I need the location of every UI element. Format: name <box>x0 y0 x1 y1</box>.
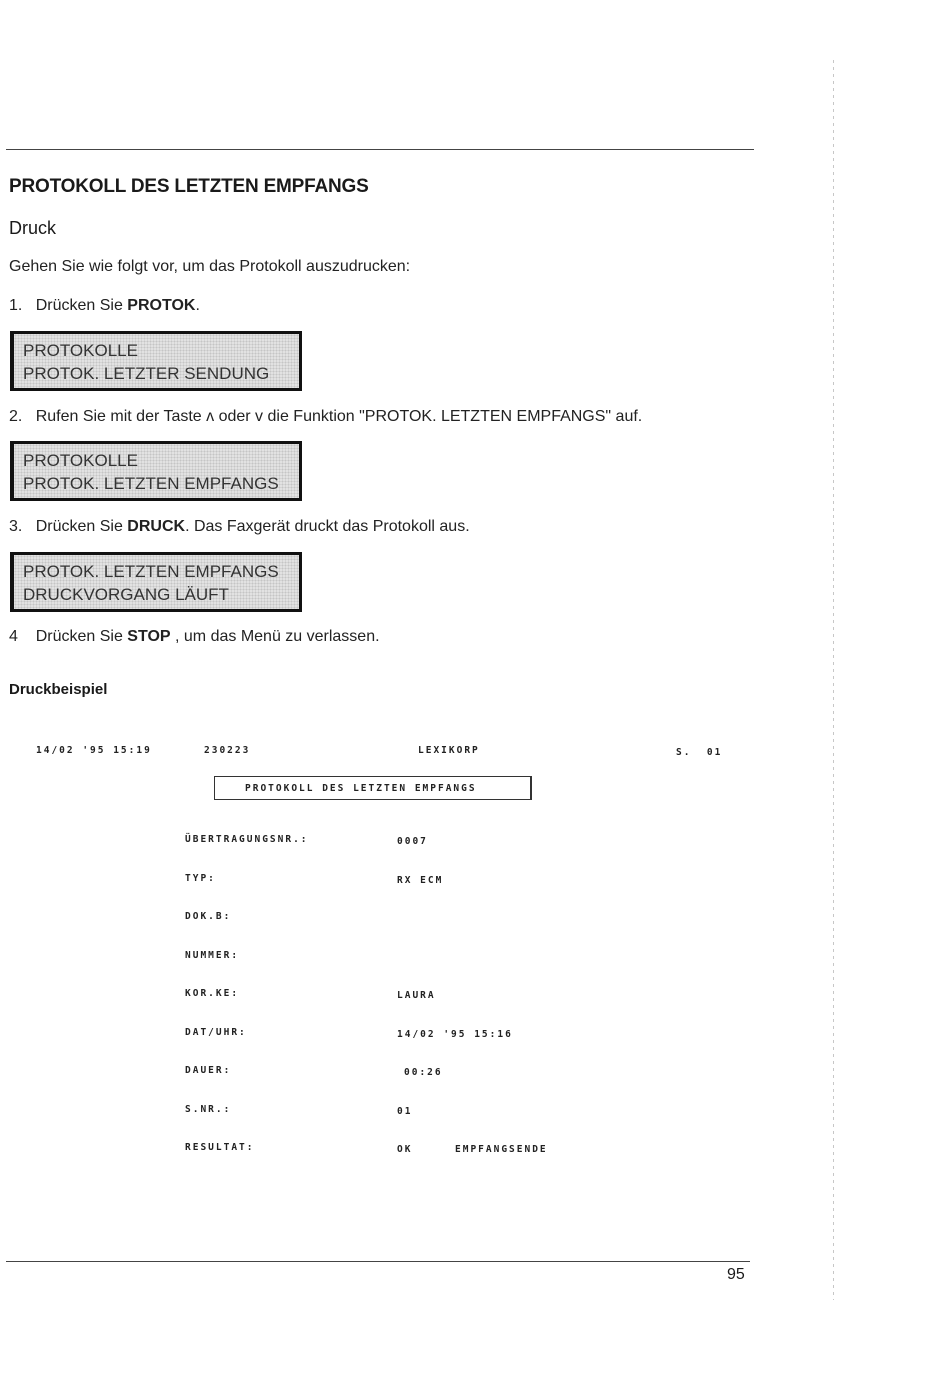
step-key: PROTOK <box>127 297 196 314</box>
lcd-display-3 <box>10 552 302 612</box>
lcd-line-2: PROTOK. LETZTER SENDUNG <box>23 364 270 383</box>
example-heading: Druckbeispiel <box>9 681 108 698</box>
fax-header-datetime: 14/02 '95 15:19 <box>36 745 152 756</box>
fax-row-label: DOK.B: <box>185 911 232 922</box>
step-number: 4 <box>9 628 18 645</box>
page-title: PROTOKOLL DES LETZTEN EMPFANGS <box>9 176 369 197</box>
step-text: Rufen Sie mit der Taste ʌ oder v die Funktion "PROTOK. LETZTEN EMPFANGS" auf. <box>35 408 643 425</box>
fax-row-label: DAUER: <box>185 1065 232 1076</box>
fax-header-page: S. 01 <box>676 747 723 758</box>
lcd-line-2: DRUCKVORGANG LÄUFT <box>23 585 229 604</box>
section-subtitle: Druck <box>9 218 57 238</box>
fax-report-title: PROTOKOLL DES LETZTEN EMPFANGS <box>245 783 477 794</box>
fax-row-value: 0007 <box>397 836 428 847</box>
fax-row-value: LAURA <box>397 990 436 1001</box>
lcd-line-1: PROTOKOLLE <box>23 451 138 470</box>
intro-text: Gehen Sie wie folgt vor, um das Protokoll auszudrucken: <box>9 258 411 275</box>
scan-edge-marks <box>833 60 834 1300</box>
step-text-end: . Das Faxgerät druckt das Protokoll aus. <box>185 518 470 535</box>
fax-header-name: LEXIKORP <box>418 745 480 756</box>
fax-row-label: RESULTAT: <box>185 1142 255 1153</box>
fax-row-label: S.NR.: <box>185 1103 232 1115</box>
step-key: STOP <box>127 628 171 645</box>
step-number: 1. <box>9 297 23 314</box>
lcd-line-1: PROTOKOLLE <box>23 341 138 360</box>
step-text: Drücken Sie <box>35 297 128 314</box>
step-2 <box>9 408 642 426</box>
lcd-display-2 <box>10 441 302 501</box>
bottom-rule <box>6 1261 750 1262</box>
fax-row-label: NUMMER: <box>185 949 240 961</box>
step-text: Drücken Sie <box>35 518 128 535</box>
top-rule <box>6 149 754 150</box>
fax-row-value: RX ECM <box>397 874 444 886</box>
step-number: 2. <box>9 408 23 425</box>
fax-row-value: OK <box>397 1144 413 1155</box>
lcd-line-2: PROTOK. LETZTEN EMPFANGS <box>23 474 279 493</box>
step-1 <box>9 297 200 315</box>
fax-row-label: KOR.KE: <box>185 988 240 999</box>
fax-row-value: 01 <box>397 1105 413 1117</box>
fax-row-value: 00:26 <box>404 1067 443 1078</box>
step-text: Drücken Sie <box>35 628 128 645</box>
lcd-display-1 <box>10 331 302 391</box>
step-number: 3. <box>9 518 23 535</box>
lcd-line-1: PROTOK. LETZTEN EMPFANGS <box>23 562 279 581</box>
fax-row-label: ÜBERTRAGUNGSNR.: <box>185 834 309 845</box>
fax-report-title-box <box>214 776 532 800</box>
step-3 <box>9 518 470 536</box>
fax-row-value: 14/02 '95 15:16 <box>397 1028 513 1040</box>
step-text-end: , um das Menü zu verlassen. <box>170 628 380 645</box>
step-key: DRUCK <box>127 518 186 535</box>
fax-row-label: TYP: <box>185 872 216 884</box>
fax-row-extra: EMPFANGSENDE <box>455 1144 548 1155</box>
fax-header-number: 230223 <box>204 745 251 756</box>
page-number: 95 <box>727 1266 745 1283</box>
fax-row-label: DAT/UHR: <box>185 1026 247 1038</box>
step-4 <box>9 628 380 646</box>
step-text-end: . <box>195 297 200 314</box>
